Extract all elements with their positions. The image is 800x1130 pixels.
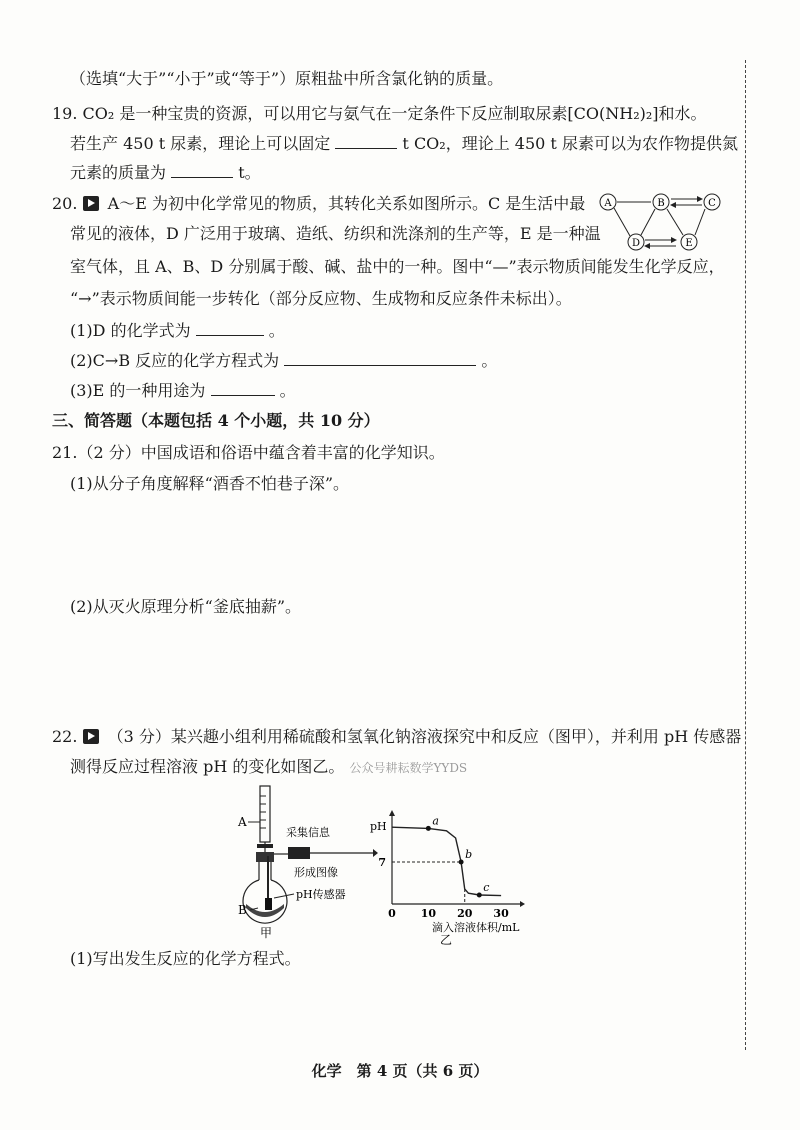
q19-line3-text-b: t。 — [238, 163, 261, 182]
edge-c-e — [695, 209, 705, 235]
q19-line3-text-a: 元素的质量为 — [70, 163, 167, 182]
q21-line1: 21.（2 分）中国成语和俗语中蕴含着丰富的化学知识。 — [52, 443, 445, 462]
q20-line3: 室气体，且 A、B、D 分别属于酸、碱、盐中的一种。图中“—”表示物质间能发生化学反应， — [70, 257, 725, 276]
data-point-a — [426, 826, 431, 831]
q20-line1 — [52, 193, 585, 215]
node-label-b: B — [657, 198, 665, 209]
edge-a-d — [614, 208, 630, 236]
q20-line2: 常见的液体，D 广泛用于玻璃、造纸、纺织和洗涤剂的生产等，E 是一种温 — [70, 224, 601, 243]
q20-number: 20. — [52, 194, 78, 213]
q22-number: 22. — [52, 727, 78, 746]
data-point-b — [459, 860, 464, 865]
x-tick-label: 0 — [388, 907, 396, 920]
q20-equation-blank[interactable] — [284, 351, 476, 366]
point-label-a: a — [432, 814, 439, 828]
q18-tail-text: （选填“大于”“小于”或“等于”）原粗盐中所含氯化钠的质量。 — [70, 69, 504, 88]
x-axis-label: 滴入溶液体积/mL — [432, 921, 520, 934]
x-tick-label: 10 — [420, 907, 437, 920]
q19-co2-blank[interactable] — [335, 134, 397, 149]
label-a: A — [238, 815, 247, 829]
q22-line2-text: 测得反应过程溶液 pH 的变化如图乙。 — [70, 757, 345, 776]
q20-sub3-period: 。 — [279, 381, 296, 400]
edge-b-e — [667, 209, 683, 235]
q22-line1 — [52, 726, 741, 748]
q20-e-use-blank[interactable] — [211, 381, 275, 396]
point-label-c: c — [483, 881, 490, 894]
q20-d-formula-blank[interactable] — [196, 321, 264, 336]
video-play-icon[interactable] — [83, 729, 99, 744]
q20-sub1 — [70, 320, 285, 342]
q21-sub2: (2)从灭火原理分析“釜底抽薪”。 — [70, 597, 302, 616]
x-tick-label: 20 — [457, 907, 473, 920]
video-play-icon[interactable] — [83, 196, 99, 211]
node-label-e: E — [685, 238, 693, 249]
q20-relation-diagram — [595, 188, 730, 258]
x-tick-label: 30 — [493, 907, 509, 920]
q19-line1: 19. CO₂ 是一种宝贵的资源，可以用它与氨气在一定条件下反应制取尿素[CO(NH₂)₂]和水。 — [52, 104, 707, 123]
q19-line3 — [70, 162, 261, 184]
x-axis-arrow — [520, 901, 525, 907]
y-axis-label: pH — [370, 820, 387, 833]
q20-line4: “→”表示物质间能一步转化（部分反应物、生成物和反应条件未标出）。 — [70, 289, 572, 308]
q20-sub2-period: 。 — [481, 351, 498, 370]
y-tick-label: 7 — [378, 856, 386, 869]
binding-margin-line — [745, 60, 746, 1050]
q20-sub2 — [70, 350, 497, 372]
apparatus-diagram — [228, 780, 378, 942]
q22-line1-text: （3 分）某兴趣小组利用稀硫酸和氢氧化钠溶液探究中和反应（图甲），并利用 pH 传感器 — [107, 727, 742, 746]
watermark-text: 公众号耕耘数学YYDS — [349, 761, 468, 775]
q22-sub1: (1)写出发生反应的化学方程式。 — [70, 949, 301, 968]
label-ph-sensor: pH传感器 — [296, 888, 346, 901]
q20-sub3-prompt: (3)E 的一种用途为 — [70, 381, 206, 400]
q19-line2 — [70, 133, 738, 155]
caption-jia: 甲 — [260, 926, 273, 940]
node-label-c: C — [708, 198, 716, 209]
point-label-b: b — [465, 848, 473, 861]
label-b: B — [238, 903, 247, 917]
q19-line2-text-b: t CO₂，理论上 450 t 尿素可以为农作物提供氮 — [402, 134, 738, 153]
y-axis-arrow — [389, 810, 395, 816]
node-label-a: A — [604, 198, 612, 209]
edge-b-d — [641, 209, 655, 235]
q19-nitrogen-blank[interactable] — [171, 163, 233, 178]
section-3-heading: 三、简答题（本题包括 4 个小题，共 10 分） — [52, 411, 380, 430]
q20-sub2-prompt: (2)C→B 反应的化学方程式为 — [70, 351, 280, 370]
label-form: 形成图像 — [294, 866, 338, 879]
label-collect: 采集信息 — [286, 826, 330, 839]
page-footer: 化学 第 4 页（共 6 页） — [311, 1062, 489, 1080]
q19-line2-text-a: 若生产 450 t 尿素，理论上可以固定 — [70, 134, 331, 153]
q20-sub1-prompt: (1)D 的化学式为 — [70, 321, 191, 340]
caption-yi: 乙 — [440, 933, 453, 947]
q21-sub1: (1)从分子角度解释“酒香不怕巷子深”。 — [70, 474, 350, 493]
q20-line1-text: A～E 为初中化学常见的物质，其转化关系如图所示。C 是生活中最 — [107, 194, 586, 213]
node-label-d: D — [631, 238, 641, 249]
q22-line2 — [70, 756, 467, 779]
q20-sub3 — [70, 380, 296, 402]
q20-sub1-period: 。 — [268, 321, 285, 340]
ph-chart — [368, 808, 548, 948]
data-point-c — [477, 893, 482, 898]
